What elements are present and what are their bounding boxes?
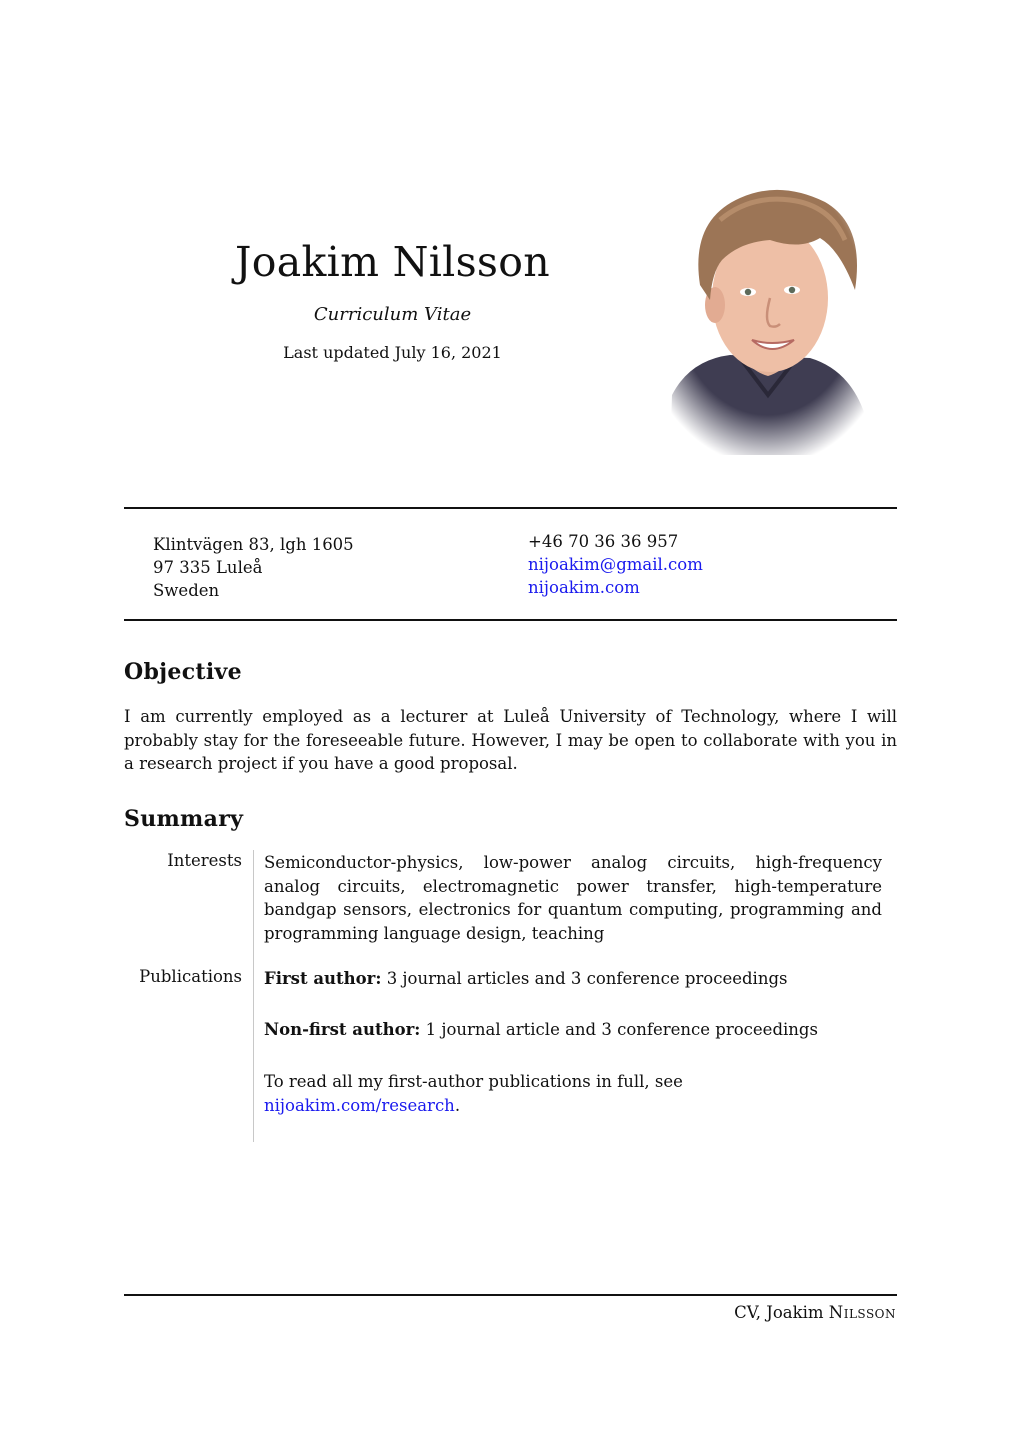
summary-heading: Summary — [124, 806, 244, 832]
footer-text — [734, 1303, 896, 1322]
research-link[interactable]: nijoakim.com/research — [264, 1095, 455, 1115]
email-link[interactable]: nijoakim@gmail.com — [528, 555, 703, 574]
address-block — [153, 533, 354, 602]
publications-label: Publications — [139, 967, 242, 986]
address-line-3: Sweden — [153, 581, 220, 600]
cv-name: Joakim Nilsson — [235, 238, 550, 286]
contact-details — [528, 530, 703, 599]
footer-surname: Nilsson — [828, 1303, 896, 1322]
interests-text: Semiconductor-physics, low-power analog circuits, high-frequency analog circuits, electromagnetic power transfer, high-temperature bandgap sensors, electronics for quantum computing, programming and programming language design, teaching — [264, 853, 882, 943]
last-updated: Last updated July 16, 2021 — [283, 343, 502, 362]
portrait-photo — [660, 180, 875, 455]
first-author-line — [264, 967, 882, 991]
nonfirst-author-label: Non-first author: — [264, 1020, 421, 1039]
summary-divider — [253, 850, 254, 1142]
contact-bottom-rule — [124, 619, 897, 621]
first-author-text: 3 journal articles and 3 conference proceedings — [386, 969, 788, 988]
read-line: To read all my first-author publications in full, see — [264, 1072, 683, 1091]
website-link[interactable]: nijoakim.com — [528, 578, 640, 597]
nonfirst-author-text: 1 journal article and 3 conference proceedings — [425, 1020, 818, 1039]
address-line-1: Klintvägen 83, lgh 1605 — [153, 535, 354, 554]
nonfirst-author-line — [264, 1018, 882, 1042]
address-line-2: 97 335 Luleå — [153, 558, 263, 577]
phone-number: +46 70 36 36 957 — [528, 532, 679, 551]
contact-top-rule — [124, 507, 897, 509]
footer-prefix: CV, Joakim — [734, 1303, 824, 1322]
objective-text: I am currently employed as a lecturer at Luleå University of Technology, where I will probably stay for the foreseeable future. However, I may be open to collaborate with you in a research project if you have a good proposal. — [124, 707, 897, 773]
interests-label: Interests — [167, 851, 242, 870]
first-author-label: First author: — [264, 969, 382, 988]
objective-heading: Objective — [124, 659, 242, 685]
cv-subtitle: Curriculum Vitae — [313, 304, 472, 325]
read-publications-note — [264, 1070, 882, 1117]
period: . — [454, 1095, 461, 1115]
footer-rule — [124, 1294, 897, 1296]
